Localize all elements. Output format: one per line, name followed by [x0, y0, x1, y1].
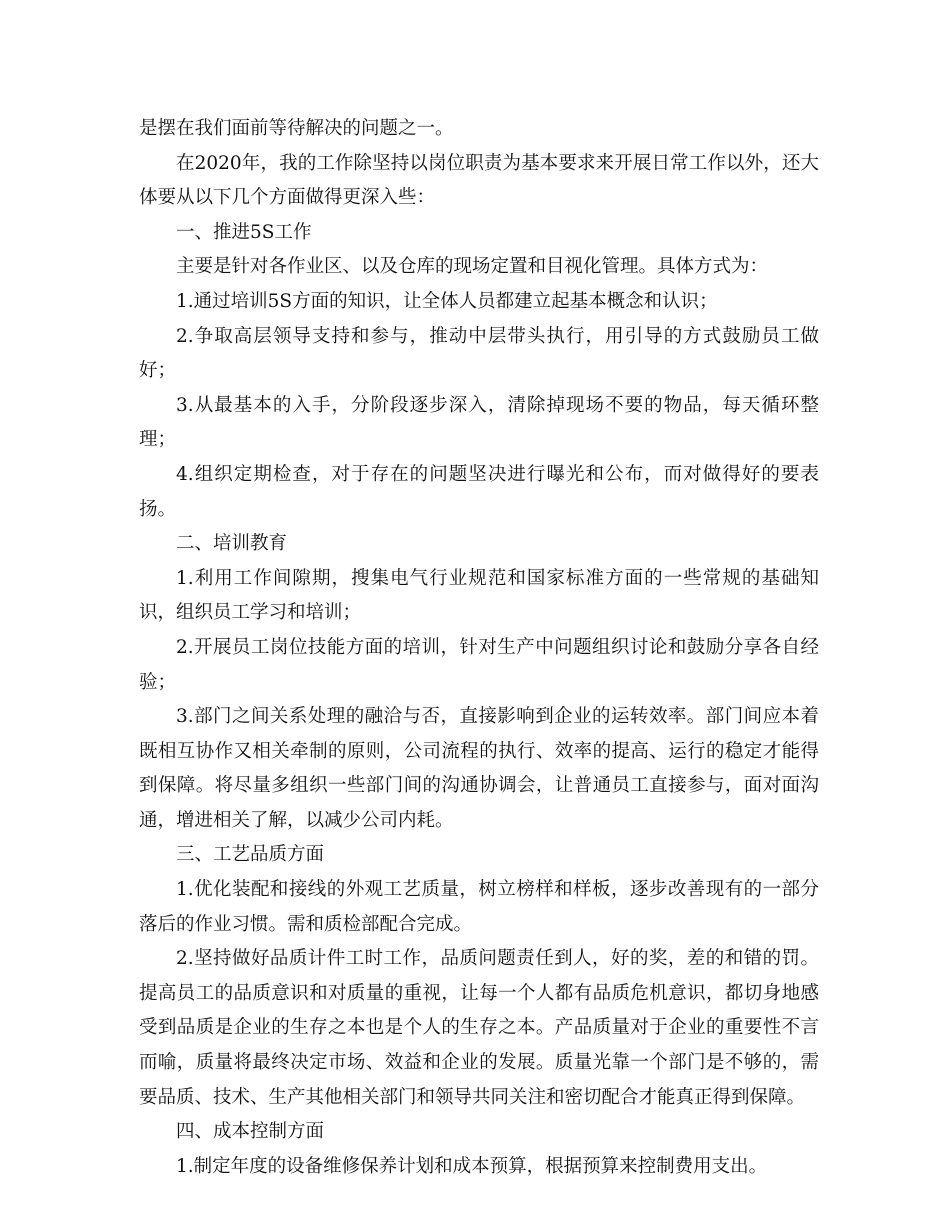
section-heading-training: 二、培训教育	[176, 533, 288, 555]
document-body	[139, 112, 819, 1184]
list-item-5s-3: 3.从最基本的入手，分阶段逐步深入，清除掉现场不要的物品，每天循环整理；	[139, 394, 819, 451]
list-item-5s-4: 4.组织定期检查，对于存在的问题坚决进行曝光和公布，而对做得好的要表扬。	[139, 463, 819, 520]
list-item-training-1: 1.利用工作间隙期，搜集电气行业规范和国家标准方面的一些常规的基础知识，组织员工学习和培训；	[139, 567, 819, 624]
section-heading-5s: 一、推进5S工作	[176, 221, 312, 243]
section-heading-quality: 三、工艺品质方面	[176, 844, 325, 866]
list-item-training-3: 3.部门之间关系处理的融洽与否，直接影响到企业的运转效率。部门间应本着既相互协作又相关牵制的原则，公司流程的执行、效率的提高、运行的稳定才能得到保障。将尽量多组织一些部门间的沟通协调会，让普通员工直接参与，面对面沟通，增进相关了解，以减少公司内耗。	[139, 706, 819, 831]
paragraph-continuation: 是摆在我们面前等待解决的问题之一。	[139, 118, 454, 139]
list-item-training-2: 2.开展员工岗位技能方面的培训，针对生产中问题组织讨论和鼓励分享各自经验；	[139, 636, 819, 693]
list-item-quality-1: 1.优化装配和接线的外观工艺质量，树立榜样和样板，逐步改善现有的一部分落后的作业习惯。需和质检部配合完成。	[139, 879, 819, 935]
list-item-quality-2: 2.坚持做好品质计件工时工作，品质问题责任到人，好的奖，差的和错的罚。提高员工的品质意识和对质量的重视，让每一个人都有品质危机意识，都切身地感受到品质是企业的生存之本也是个人的生存之本。产品质量对于企业的重要性不言而喻，质量将最终决定市场、效益和企业的发展。质量光靠一个部门是不够的，需要品质、技术、生产其他相关部门和领导共同关注和密切配合才能真正得到保障。	[139, 948, 819, 1108]
paragraph-intro-2020: 在2020年，我的工作除坚持以岗位职责为基本要求来开展日常工作以外，还大体要从以下几个方面做得更深入些：	[139, 152, 819, 209]
list-item-5s-1: 1.通过培训5S方面的知识，让全体人员都建立起基本概念和认识；	[176, 290, 718, 312]
section-heading-cost: 四、成本控制方面	[176, 1121, 325, 1143]
list-item-cost-1: 1.制定年度的设备维修保养计划和成本预算，根据预算来控制费用支出。	[176, 1155, 768, 1177]
list-item-5s-2: 2.争取高层领导支持和参与，推动中层带头执行，用引导的方式鼓励员工做好；	[139, 325, 819, 382]
paragraph-5s-summary: 主要是针对各作业区、以及仓库的现场定置和目视化管理。具体方式为：	[176, 256, 769, 278]
